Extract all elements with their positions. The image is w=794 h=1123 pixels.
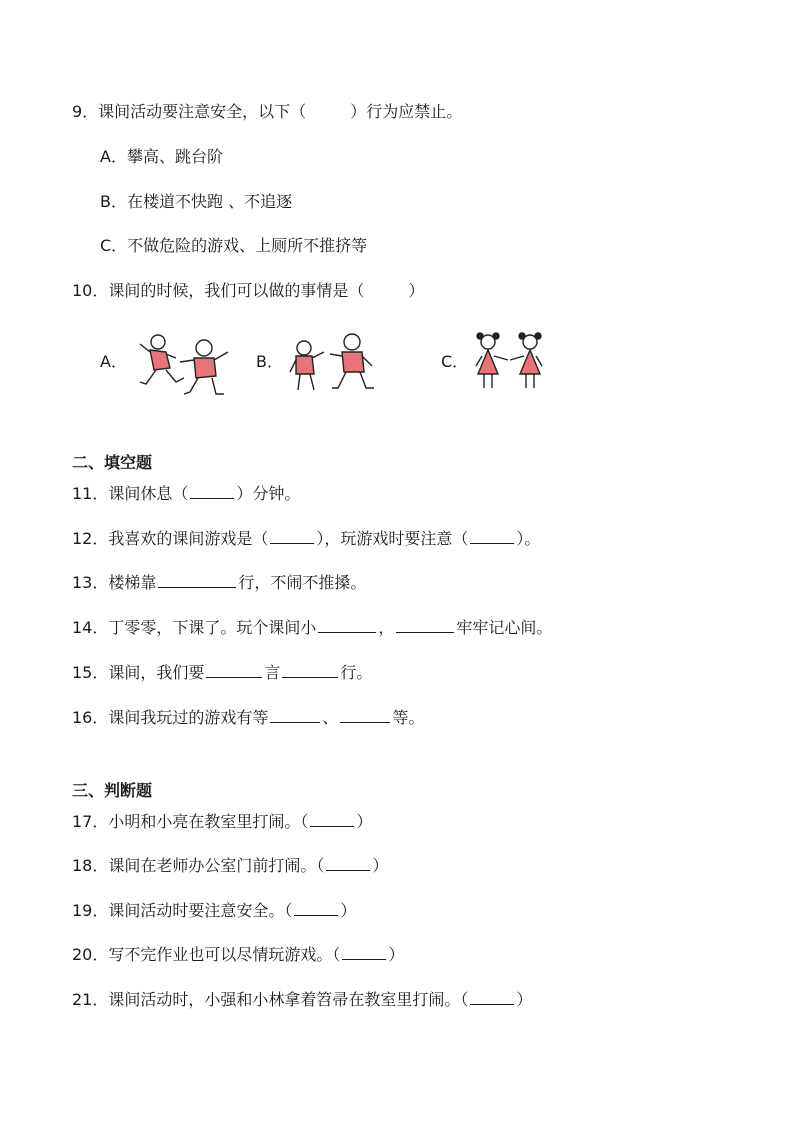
answer-blank[interactable] — [294, 899, 338, 916]
question-9-option-b: B．在楼道不快跑 、不追逐 — [100, 192, 293, 211]
question-19: 19．课间活动时要注意安全。（ ） — [72, 901, 357, 920]
answer-blank[interactable] — [282, 661, 338, 678]
answer-blank[interactable] — [326, 854, 370, 871]
question-16: 16．课间我玩过的游戏有等 、 等。 — [72, 708, 425, 727]
answer-blank[interactable] — [470, 988, 514, 1005]
question-9-stem-b: ）行为应禁止。 — [350, 102, 463, 121]
answer-blank[interactable] — [206, 661, 262, 678]
question-9-option-c: C．不做危险的游戏、上厕所不推挤等 — [100, 236, 368, 255]
question-13: 13．楼梯靠 行，不闹不推搡。 — [72, 573, 367, 592]
question-9-stem-a: 9．课间活动要注意安全，以下（ — [72, 102, 307, 121]
question-18: 18．课间在老师办公室门前打闹。（ ） — [72, 856, 389, 875]
answer-blank[interactable] — [270, 527, 314, 544]
question-9 — [72, 102, 462, 122]
question-9-option-a: A．攀高、跳台阶 — [100, 147, 223, 166]
boys-fighting-illustration — [136, 332, 236, 398]
section-true-false: 三、判断题 — [72, 781, 153, 800]
image-option-b-label: B． — [256, 352, 283, 371]
answer-blank[interactable] — [158, 571, 236, 588]
boys-arguing-illustration — [286, 332, 382, 398]
question-10 — [72, 281, 424, 301]
answer-blank[interactable] — [270, 706, 320, 723]
question-20: 20．写不完作业也可以尽情玩游戏。（ ） — [72, 945, 405, 964]
question-21: 21．课间活动时，小强和小林拿着笤帚在教室里打闹。（ ） — [72, 990, 533, 1009]
answer-blank[interactable] — [340, 706, 390, 723]
answer-blank[interactable] — [342, 943, 386, 960]
question-15: 15．课间，我们要 言 行。 — [72, 663, 373, 682]
question-14: 14．丁零零，下课了。玩个课间小 ， 牢牢记心间。 — [72, 618, 553, 637]
image-option-a-label: A． — [100, 352, 127, 371]
question-10-stem-a: 10．课间的时候，我们可以做的事情是（ — [72, 281, 365, 300]
question-10-stem-b: ） — [408, 281, 425, 300]
answer-blank[interactable] — [396, 616, 454, 633]
girls-holding-hands-illustration — [472, 330, 548, 394]
section-fill-in-blank: 二、填空题 — [72, 453, 153, 472]
question-10-image-options — [100, 330, 560, 400]
question-17: 17．小明和小亮在教室里打闹。（ ） — [72, 812, 373, 831]
question-12: 12．我喜欢的课间游戏是（ ），玩游戏时要注意（ ）。 — [72, 529, 541, 548]
answer-blank[interactable] — [310, 810, 354, 827]
answer-blank[interactable] — [470, 527, 514, 544]
answer-blank[interactable] — [190, 482, 234, 499]
answer-blank[interactable] — [318, 616, 376, 633]
question-11: 11．课间休息（ ）分钟。 — [72, 484, 301, 503]
image-option-c-label: C． — [441, 352, 469, 371]
